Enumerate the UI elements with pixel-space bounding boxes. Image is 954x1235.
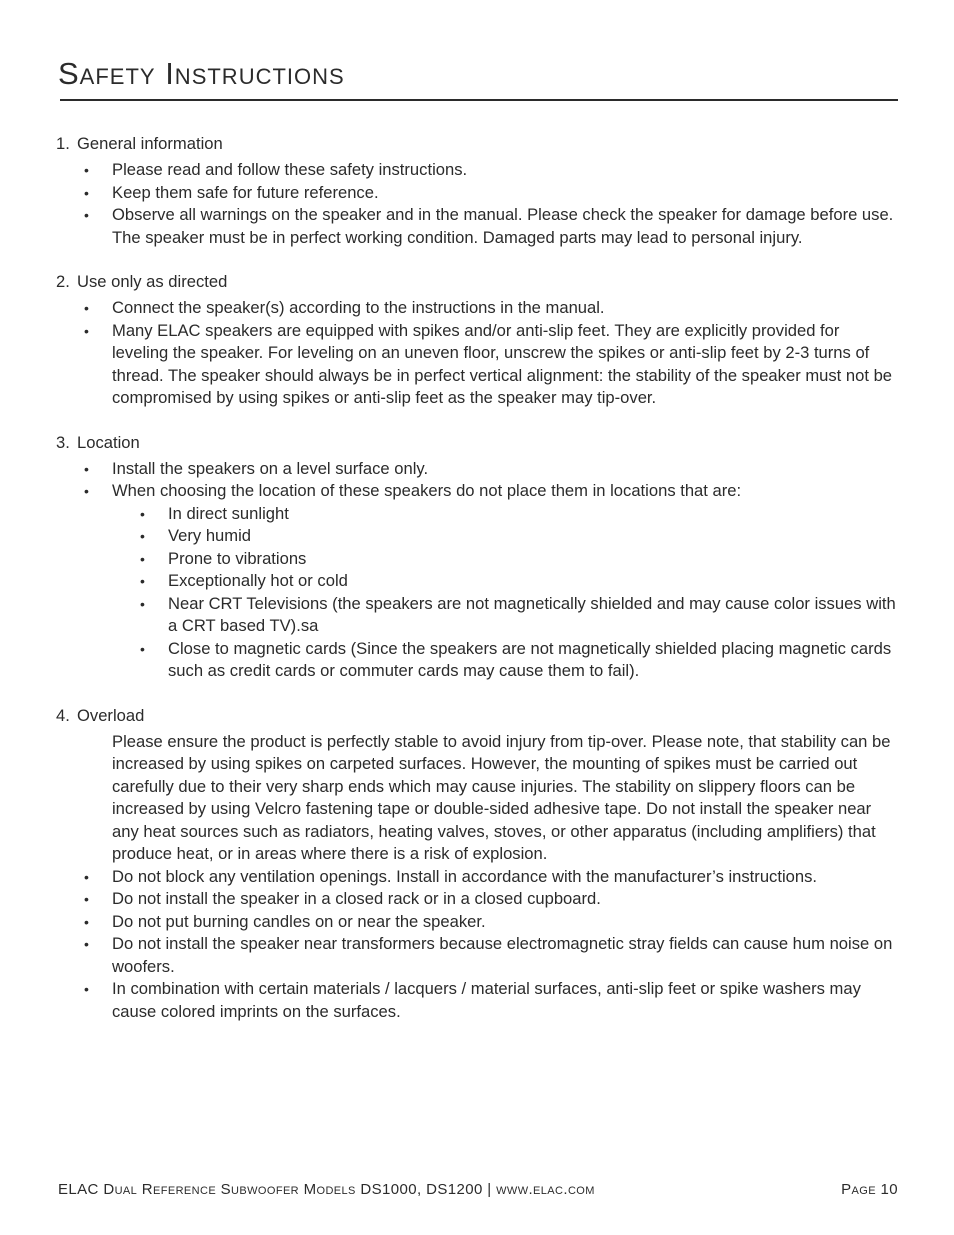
list-item-text: Do not install the speaker near transformers because electromagnetic stray fields can cause hum noise on woofers.: [112, 934, 893, 976]
bullet-icon: •: [84, 483, 89, 499]
bullet-icon: •: [84, 322, 89, 339]
list-item: [56, 320, 898, 410]
section-title: Location: [77, 432, 140, 452]
footer-page-number: Page 10: [841, 1181, 898, 1198]
title-divider: [60, 99, 898, 101]
list-item: [56, 182, 898, 205]
sub-list-item-text: Near CRT Televisions (the speakers are not magnetically shielded and may cause color issues with a CRT based TV).sa: [168, 593, 896, 635]
section-number: 2.: [56, 272, 70, 291]
list-item-text: Do not put burning candles on or near the speaker.: [112, 911, 486, 931]
list-item-text: Do not install the speaker in a closed rack or in a closed cupboard.: [112, 889, 601, 908]
list-item-text: When choosing the location of these speakers do not place them in locations that are:: [112, 481, 742, 500]
bullet-icon: •: [140, 528, 145, 544]
section-overload: [56, 705, 898, 1024]
sub-list-item: [56, 503, 898, 526]
list-item-text: Connect the speaker(s) according to the instructions in the manual.: [112, 298, 605, 317]
section-number: 1.: [56, 134, 70, 153]
bullet-icon: •: [84, 460, 89, 477]
list-item: [56, 866, 898, 889]
list-item: [56, 933, 898, 978]
section-title: Overload: [77, 705, 145, 725]
bullet-icon: •: [84, 184, 89, 201]
list-item-text: Keep them safe for future reference.: [112, 182, 379, 202]
list-item: [56, 297, 898, 320]
list-item: [56, 911, 898, 934]
bullet-icon: •: [84, 300, 89, 316]
section-location: [56, 432, 898, 683]
bullet-icon: •: [84, 162, 89, 178]
section-title: Use only as directed: [77, 272, 228, 291]
sub-list-item-text: Close to magnetic cards (Since the speakers are not magnetically shielded placing magnetic cards such as credit cards or commuter cards may cause them to fail).: [168, 638, 892, 680]
sub-list-item: [56, 638, 898, 683]
section-general-information: [56, 133, 898, 249]
section-heading: [56, 705, 898, 728]
safety-content: [56, 133, 898, 1045]
sub-list-item: [56, 570, 898, 593]
section-title: General information: [77, 134, 223, 153]
section-heading: [56, 271, 898, 294]
overload-paragraph: Please ensure the product is perfectly stable to avoid injury from tip-over. Please note, that stability can be increased by using spikes on carpeted surfaces. However, the mounting of spikes must be carried out carefully due to their very sharp ends which may cause injuries. The stability on slippery floors can be increased by using Velcro fastening tape or double-sided adhesive tape. Do not install the speaker near any heat sources such as radiators, heating valves, stoves, or other apparatus (including amplifiers) that produce heat, or in areas where there is a risk of explosion.: [112, 731, 891, 863]
bullet-icon: •: [84, 891, 89, 907]
list-item: [56, 480, 898, 503]
sub-list-item: [56, 593, 898, 638]
bullet-icon: •: [84, 936, 89, 952]
footer-document-title: ELAC Dual Reference Subwoofer Models DS1000, DS1200 | www.elac.com: [58, 1181, 595, 1198]
sub-list-item: [56, 525, 898, 548]
list-item: [56, 458, 898, 481]
list-item-text: In combination with certain materials / lacquers / material surfaces, anti-slip feet or spike washers may cause colored imprints on the surfaces.: [112, 979, 861, 1021]
bullet-icon: •: [84, 913, 89, 930]
bullet-icon: •: [140, 640, 145, 657]
section-number: 3.: [56, 432, 70, 452]
bullet-icon: •: [84, 981, 89, 997]
bullet-icon: •: [84, 207, 89, 223]
sub-list-item-text: Prone to vibrations: [168, 548, 307, 568]
list-item-text: Observe all warnings on the speaker and in the manual. Please check the speaker for damage before use. The speaker must be in perfect working condition. Damaged parts may lead to personal injury.: [112, 205, 894, 247]
sub-list-item-text: In direct sunlight: [168, 503, 289, 523]
sub-list-item: [56, 548, 898, 571]
bullet-icon: •: [84, 868, 89, 885]
list-item: [56, 888, 898, 911]
bullet-icon: •: [140, 595, 145, 612]
list-item-text: Do not block any ventilation openings. Install in accordance with the manufacturer’s instructions.: [112, 866, 818, 886]
sub-list-item-text: Exceptionally hot or cold: [168, 571, 348, 590]
bullet-icon: •: [140, 550, 145, 567]
list-item: [56, 978, 898, 1023]
list-item-text: Many ELAC speakers are equipped with spikes and/or anti-slip feet. They are explicitly provided for leveling the speaker. For leveling on an uneven floor, unscrew the spikes or anti-slip feet by 2-3 turns of thread. The speaker should always be in perfect vertical alignment: the stability of the speaker must not be compromised by using spikes or anti-slip feet as the speaker may tip-over.: [112, 320, 893, 407]
section-use-only-as-directed: [56, 271, 898, 410]
sub-list-item-text: Very humid: [168, 526, 252, 545]
list-item: [56, 159, 898, 182]
page-title: Safety Instructions: [58, 56, 345, 91]
list-item-text: Please read and follow these safety instructions.: [112, 160, 468, 179]
bullet-icon: •: [140, 505, 145, 522]
bullet-icon: •: [140, 573, 145, 589]
section-heading: [56, 432, 898, 455]
list-item: [56, 204, 898, 249]
section-heading: [56, 133, 898, 156]
list-item-text: Install the speakers on a level surface only.: [112, 458, 429, 478]
section-number: 4.: [56, 705, 70, 725]
